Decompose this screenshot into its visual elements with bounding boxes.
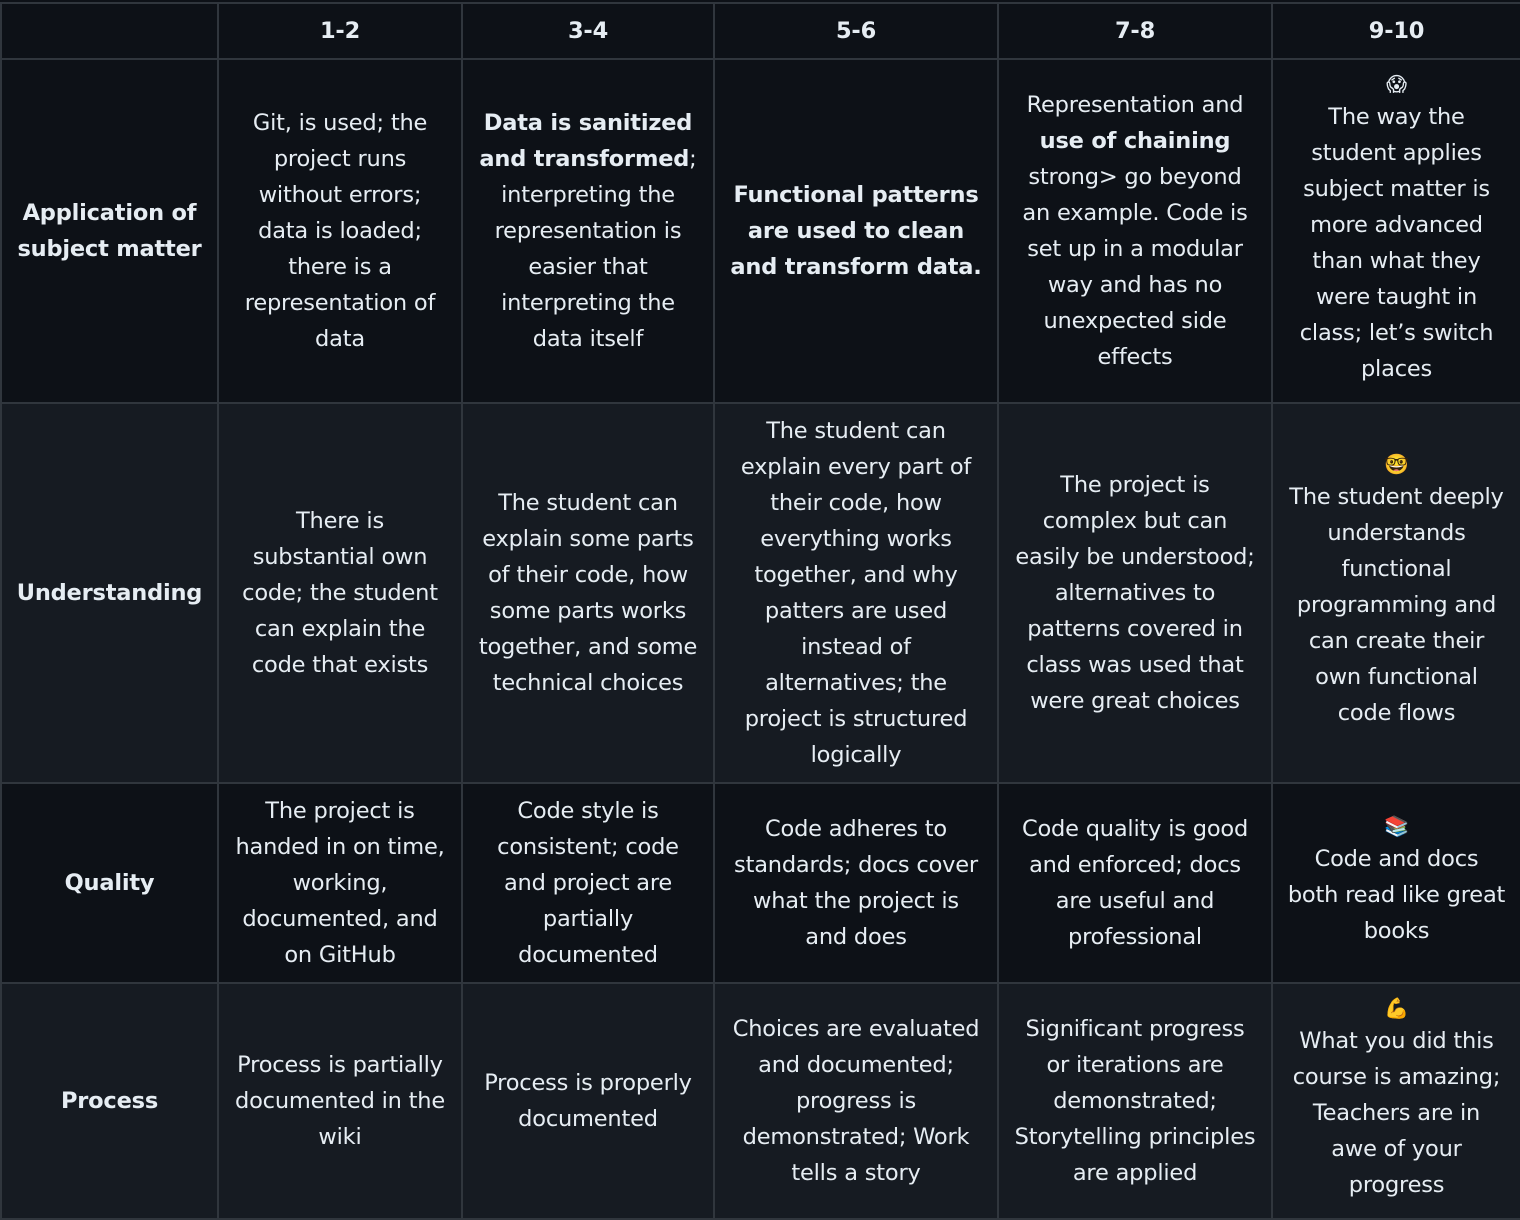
cell-text: strong> go beyond an example. Code is set up in a modular way and has no unexpected side effects [1022,164,1248,370]
table-row [1,59,1520,403]
cell-text: The student can explain every part of their code, how everything works together, and why patters are used instead of alternatives; the project is structured logically [740,418,972,768]
table-cell [218,983,462,1219]
table-cell [218,783,462,983]
table-cell [218,59,462,403]
screaming-face-icon: 😱 [1386,72,1407,96]
cell-text: Choices are evaluated and documented; progress is demonstrated; Work tells a story [732,1016,980,1186]
table-cell [714,983,998,1219]
cell-bold-text: Functional patterns are used to clean and transform data. [730,182,982,280]
table-cell [462,403,714,783]
header-score-5-6: 5-6 [714,3,998,59]
cell-text: Code adheres to standards; docs cover what the project is and does [734,816,978,950]
cell-text: Code style is consistent; code and project are partially documented [497,798,679,968]
table-cell [714,59,998,403]
table-cell [998,983,1272,1219]
table-cell [462,783,714,983]
table-cell [1272,983,1520,1219]
cell-text: Code and docs both read like great books [1287,846,1506,944]
table-row [1,783,1520,983]
header-score-3-4: 3-4 [462,3,714,59]
cell-bold-text: Data is sanitized and transformed [479,110,693,172]
row-label-application: Application of subject matter [1,59,218,403]
cell-text: The project is complex but can easily be understood; alternatives to patterns covered in class was used that were great choices [1015,472,1255,714]
header-score-7-8: 7-8 [998,3,1272,59]
rubric-table [0,2,1520,1220]
cell-text: What you did this course is amazing; Teachers are in awe of your progress [1292,1028,1501,1198]
cell-text: Process is partially documented in the wiki [235,1052,445,1150]
table-cell [714,403,998,783]
header-corner [1,3,218,59]
header-row [1,3,1520,59]
cell-text: Process is properly documented [484,1070,692,1132]
cell-text: Code quality is good and enforced; docs are useful and professional [1021,816,1249,950]
table-row [1,403,1520,783]
books-icon: 📚 [1384,814,1409,838]
table-cell [1272,59,1520,403]
flexed-biceps-icon: 💪 [1384,996,1409,1020]
cell-text: The way the student applies subject matter is more advanced than what they were taught in class; let’s switch places [1299,104,1494,382]
cell-text: There is substantial own code; the student can explain the code that exists [242,508,438,678]
nerd-face-icon: 🤓 [1384,452,1409,476]
table-cell [218,403,462,783]
table-cell [998,783,1272,983]
cell-text: Git, is used; the project runs without errors; data is loaded; there is a representation of data [244,110,436,352]
table-cell [714,783,998,983]
table-cell [1272,783,1520,983]
cell-text-prefix: Representation and [1026,92,1244,118]
row-label-quality: Quality [1,783,218,983]
cell-text: ; interpreting the representation is easier that interpreting the data itself [494,146,697,352]
row-label-understanding: Understanding [1,403,218,783]
cell-text: The student can explain some parts of their code, how some parts works together, and some technical choices [478,490,698,696]
header-score-1-2: 1-2 [218,3,462,59]
table-cell [1272,403,1520,783]
cell-text: The student deeply understands functional programming and can create their own functional code flows [1289,484,1504,726]
cell-text: The project is handed in on time, working, documented, and on GitHub [235,798,445,968]
table-cell [998,403,1272,783]
cell-text: Significant progress or iterations are demonstrated; Storytelling principles are applied [1014,1016,1256,1186]
header-score-9-10: 9-10 [1272,3,1520,59]
table-row [1,983,1520,1219]
cell-bold-text: use of chaining [1039,128,1231,154]
table-cell [462,59,714,403]
row-label-process: Process [1,983,218,1219]
table-cell [462,983,714,1219]
table-cell [998,59,1272,403]
